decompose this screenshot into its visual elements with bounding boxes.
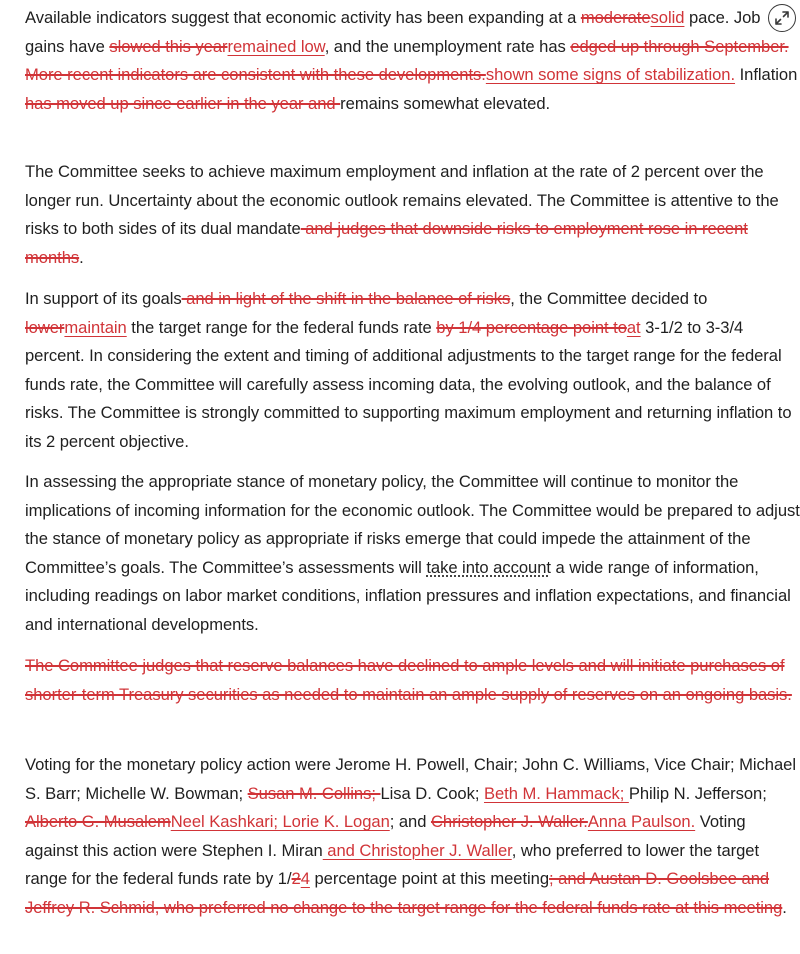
insertion: Neel Kashkari; Lorie K. Logan (170, 812, 390, 832)
text: Philip N. Jefferson; (628, 783, 767, 803)
deletion: ; and Austan D. Goolsbee and Jeffrey R. Schmid, who preferred no change to the target range for the federal funds rate at this meeting (25, 869, 783, 917)
text: 3-1/2 to 3-3/4 percent. In considering the extent and timing of additional adjustments to the target range for the federal funds rate, the Committee will carefully assess incoming data, the evolving outlook, and the balance of risks. The Committee is strongly committed to supporting maximum employment and returning inflation to its 2 percent objective. (25, 317, 792, 451)
flagged-phrase: take into account (426, 557, 551, 577)
paragraph-voting (25, 751, 800, 923)
text: , the Committee decided to (510, 289, 708, 308)
paragraph-policy-decision (25, 285, 800, 457)
deletion: Christopher J. Waller. (430, 812, 588, 832)
text: , and the unemployment rate has (324, 36, 571, 56)
text: Lisa D. Cook; (380, 783, 484, 803)
text: In assessing the appropriate stance of monetary policy, the Committee will continue to monitor the implications of incoming information for the economic outlook. The Committee would be prepared to adjust the stance of monetary policy as appropriate if risks emerge that could impede the attainment of the Committee’s goals. The Committee’s assessments will (25, 472, 800, 577)
text: In support of its goals (25, 289, 182, 308)
insertion: at (626, 317, 641, 337)
text: remains somewhat elevated. (340, 93, 551, 113)
insertion: solid (650, 8, 685, 27)
text: . (79, 247, 84, 267)
text: Voting against this action were Stephen I. Miran (25, 812, 746, 860)
deletion: Susan M. Collins; (247, 783, 381, 803)
insertion: remained low (227, 36, 325, 56)
deletion: lower (25, 317, 65, 337)
deletion: moderate (580, 8, 651, 27)
deletion: and judges that downside risks to employment rose in recent months (25, 219, 748, 267)
deletion: has moved up since earlier in the year and (25, 93, 341, 113)
deletion: The Committee judges that reserve balances have declined to ample levels and will initiate purchases of shorter-term Treasury securities as needed to maintain an ample supply of reserves on an ongoing basis. (25, 656, 792, 704)
text: the target range for the federal funds rate (126, 317, 437, 337)
paragraph-reserve-balances (25, 652, 800, 709)
insertion: 4 (300, 869, 310, 889)
insertion: Anna Paulson. (587, 812, 696, 832)
paragraph-committee-objectives (25, 158, 800, 272)
insertion: shown some signs of stabilization. (485, 65, 736, 85)
text: Voting for the monetary policy action were Jerome H. Powell, Chair; John C. Williams, Vice Chair; Michael S. Barr; Michelle W. Bowman; (25, 755, 796, 803)
deletion: slowed this year (109, 36, 228, 56)
text: percentage point at this meeting (309, 869, 550, 889)
deletion: by 1/4 percentage point to (436, 317, 627, 337)
text: Inflation (735, 65, 798, 85)
deletion: 2 (291, 869, 301, 889)
paragraph-monetary-stance (25, 468, 800, 640)
text: , who preferred to lower the target range for the federal funds rate by 1/ (25, 840, 760, 889)
text: pace. Job gains have (25, 8, 761, 56)
paragraph-economic-activity (25, 4, 800, 118)
text: . (782, 897, 787, 917)
insertion: maintain (64, 317, 127, 337)
insertion: and Christopher J. Waller (322, 840, 512, 860)
insertion: Beth M. Hammack; (483, 783, 629, 803)
text: Available indicators suggest that economic activity has been expanding at a (25, 8, 581, 27)
text: The Committee seeks to achieve maximum employment and inflation at the rate of 2 percent over the longer run. Uncertainty about the economic outlook remains elevated. The Committee is attentive to the risks to both sides of its dual mandate (25, 162, 779, 239)
deletion: edged up through September. More recent indicators are consistent with these developments. (25, 36, 789, 85)
text: ; and (389, 812, 431, 832)
deletion: and in light of the shift in the balance of risks (181, 289, 511, 308)
text: a wide range of information, including readings on labor market conditions, inflation pressures and inflation expectations, and financial and international developments. (25, 557, 791, 634)
deletion: Alberto G. Musalem (25, 812, 171, 832)
